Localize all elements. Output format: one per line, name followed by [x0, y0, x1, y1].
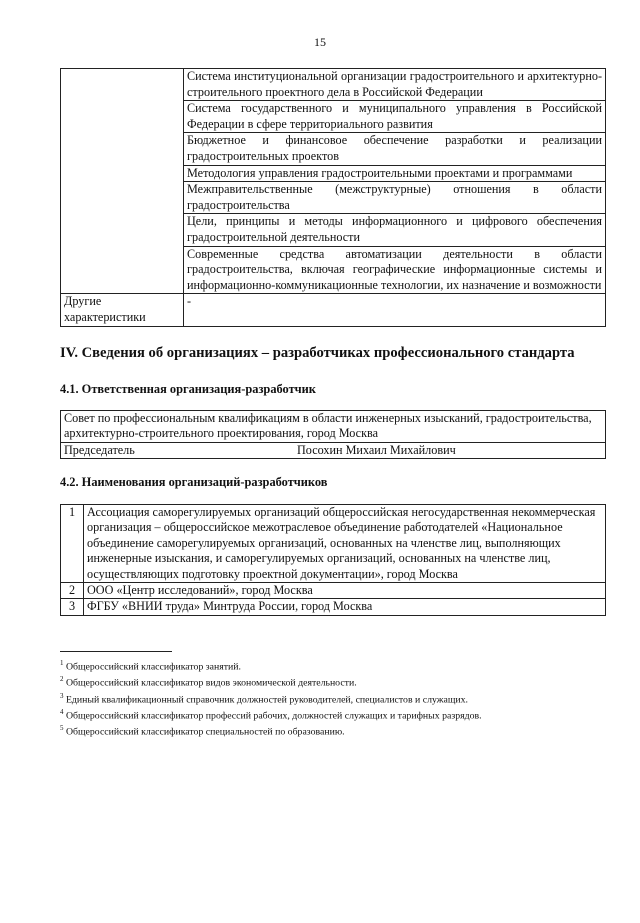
page-number: 15 — [314, 35, 326, 49]
other-characteristics-label: Другие характеристики — [61, 294, 184, 326]
table-cell: Система государственного и муниципального управления в Российской Федерации в сфере территориального развития — [184, 101, 606, 133]
footnote-text: Единый квалификационный справочник должностей руководителей, специалистов и служащих. — [65, 693, 468, 705]
footnote-mark: 1 — [60, 659, 64, 667]
subsection-title-developers: 4.2. Наименования организаций-разработчиков — [60, 475, 328, 489]
table-cell-left — [61, 69, 184, 294]
footnote-mark: 3 — [60, 691, 64, 700]
table-row — [61, 442, 606, 458]
footnote — [60, 657, 606, 673]
footnote — [60, 722, 606, 738]
table-row — [61, 294, 606, 326]
subsection-title-responsible: 4.1. Ответственная организация-разработчик — [60, 382, 316, 396]
developer-name: ФГБУ «ВНИИ труда» Минтруда России, город Москва — [84, 599, 606, 615]
footnote-divider — [60, 651, 172, 652]
table-cell: Цели, принципы и методы информационного и цифрового обеспечения градостроительной деятельности — [184, 214, 606, 246]
row-number: 1 — [61, 505, 84, 583]
table-cell: Методология управления градостроительными проектами и программами — [184, 165, 606, 182]
footnote — [60, 690, 606, 706]
organization-name: Совет по профессиональным квалификациям в области инженерных изысканий, градостроительства, архитектурно-строительного проектирования, город Москва — [61, 411, 606, 443]
table-row — [61, 599, 606, 615]
table-row — [61, 505, 606, 583]
table-row — [61, 583, 606, 599]
table-cell: Система институциональной организации градостроительного и архитектурно-строительного проектного дела в Российской Федерации — [184, 69, 606, 101]
developers-table — [60, 504, 606, 616]
other-characteristics-value: - — [184, 294, 606, 326]
developer-name: ООО «Центр исследований», город Москва — [84, 583, 606, 599]
section-title: IV. Сведения об организациях – разработчиках профессионального стандарта — [60, 345, 575, 361]
responsible-organization-table — [60, 410, 606, 459]
table-cell: Современные средства автоматизации деятельности в области градостроительства, включая географические информационные системы и информационно-коммуникационные технологии, их назначение и возможности — [184, 246, 606, 294]
footnote-text: Общероссийский классификатор видов экономической деятельности. — [65, 677, 357, 689]
table-cell: Бюджетное и финансовое обеспечение разработки и реализации градостроительных проектов — [184, 133, 606, 165]
footnote-mark: 5 — [60, 724, 64, 733]
footnote-mark: 4 — [60, 708, 64, 717]
chair-label: Председатель — [64, 442, 135, 457]
developer-name: Ассоциация саморегулируемых организаций общероссийская негосударственная некоммерческая организация – общероссийское межотраслевое объединение работодателей «Национальное объединение саморегулируемых организаций, основанных на членстве лиц, выполняющих инженерные изыскания, и саморегулируемых организаций, основанных на членстве лиц, осуществляющих подготовку проектной документации», город Москва — [84, 505, 606, 583]
footnote — [60, 673, 606, 689]
characteristics-table — [60, 68, 606, 327]
footnotes — [60, 657, 606, 739]
table-row — [61, 69, 606, 101]
chair-name: Посохин Михаил Михайлович — [297, 442, 456, 457]
footnote — [60, 706, 606, 722]
row-number: 3 — [61, 599, 84, 615]
row-number: 2 — [61, 583, 84, 599]
footnote-text: Общероссийский классификатор специальностей по образованию. — [65, 726, 345, 738]
chair-cell — [61, 442, 606, 458]
table-cell: Межправительственные (межструктурные) отношения в области градостроительства — [184, 182, 606, 214]
footnote-text: Общероссийский классификатор профессий рабочих, должностей служащих и тарифных разрядов. — [65, 710, 482, 722]
table-row — [61, 411, 606, 443]
footnote-text: Общероссийский классификатор занятий. — [65, 661, 241, 673]
footnote-mark: 2 — [60, 675, 64, 684]
